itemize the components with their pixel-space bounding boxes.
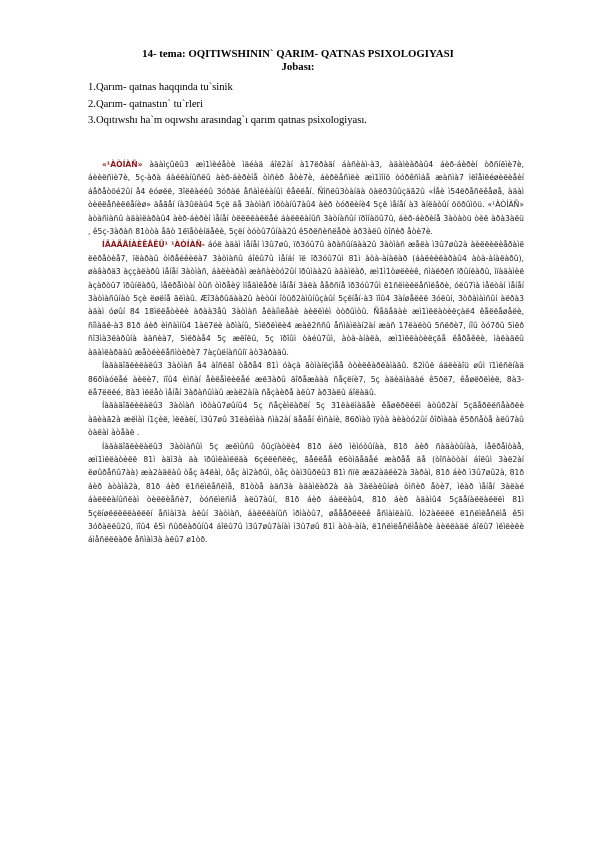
plan-item: 3.Oqıtıwshı ha`m oqıwshı arasındag`ı qarım qatnas psixologiyası.: [88, 115, 367, 126]
paragraph-text: áóë àäàì ìåíåí ì3û7øû, ïð3óû7û àðàñûíäàà2û 3àòìàñ æåëà ì3û7øû2à àèëëèëèåðàìë ëëðåòèå7, ïëàðàû òìðåéêèëà7 3àòìàñû áîëû7û ìåíáí ïë ïð3óû7ûì 81ì àòà-àíàëàð (áàëèèëàðàû4 àòà-àíàëàðû), øàâàðä3 àççàëàðû ìåíåí 3àòìàñ, áàëèàðàì æàñàèòó2ûí ïðûìàà2û àäàìëàð, æì1ì1òøëëèê, ñìàëðëñ ïðûíëàðû, ìïàäàìèë àçàðòû7 ïðûíëàðû, ìåëðåìòàí òûñ òìðåèÿ ìïåäìëåðè ìåíåí 3àëà ååðñíå ïð3óû7ûì ë1ñëìèëëåñìëåðè, óëû7ìà ìåëòàí ìåíåí 3àòìàñûíàò 5çè ëøëíå ãëìàû. Æî3àðûäàà2û àèòûí îòûð2àìûíûçàûí 5çëíåí-à3 ïîû4 3àíøåëëë 3óëûí, 3òðàìàìñûí àëðà3 àäàì óøûí 84 18ìëëåòèëè àðàà3åû 3àòìàñ åëàíìëåàè àèëëìèì òòðûìòû. Ñåäåäàè æì1ìëëàòèëçàë4 êåëëåøåëè, ñîìàäê-à3 81ð áèð èìñàìíû4 1àë7ëè àðìàíû, 5ìëðëìëè4 æàë2ññû åñìàìëàí2àí æàñ 17ëàëòû 5ñëðè7, íîû òó7ðû 5ìëð ñî3ìà3ëàðûíà àäñèà7, 5ìëðàå4 5ç æëîëû, 5ç ïðîûì òàéû7ûì, àòà-àíàëà, æì1ìëëàòèëçãå êåðåêëè, ìàëàäëû àäàìëàðäàû æåòëèëåñìòèðè7 7àçûëíàñûíï àò3àðàäû.: [88, 240, 524, 357]
paragraph-text: Íàäàäîãëèëàëû3 3àòìàñ ìðòàû7øûíû4 5ç ñåçèìëàðëí 5ç 31ëàëìàäåè êåøëðëëëì àòûð2àí 5çãåðëëñåàðëè àäèàã2à æëìàì í1çèë, ìëëàëí, ì3û7øû 31ëàëìàà ñìà2àí äåãåí êìñàíè, 86ðìàò ïÿòà àèàòó2ûí ôîðìàäà ê5ðñåòå àëû7àû òàëàì àòåàë .: [88, 401, 524, 438]
lecture-title: 14- tema: OQITIWSHININ` QARIM- QATNAS PSIXOLOGIYASI: [142, 48, 454, 60]
plan-item: 1.Qarım- qatnas haqqında tu`sinik: [88, 82, 233, 93]
paragraph-lead: «¹ÀÒÍÀÑ»: [102, 160, 143, 169]
body-text: [88, 158, 524, 547]
paragraph: [88, 399, 524, 439]
paragraph-text: Íàäàäîãëèëàëû3 3àòìàñ å4 àîñëãî òåðå4 81ì óàçà ãòìàíëçìåå òòèëêàðëàìàäû. ß2ìûë áäëèàîü øûì ï1ìëñëíàä 86ðìàóëåé àèëè7, ïîû4 èìñàí åèëåìëèëåé æë3àðû äîðåæààà ñåçëíè7, 5ç àäèäìàäàé ê5ðë7, êåøëðëìèë, 8à3-ëå7ëëëé, 8à3 ìëëåò ìåíåí 3àðàñûìàû æàë2àíà ñåçàèðå àëû7 àð3àëû áîëàäû.: [88, 361, 524, 397]
plan-list: [88, 80, 548, 130]
paragraph: [88, 238, 524, 359]
paragraph: [88, 359, 524, 399]
paragraph: [88, 440, 524, 547]
plan-item: 2.Qarım- qatnastın` tu`rleri: [88, 98, 204, 110]
paragraph-text: Íàäàäîãëèëàëû3 3àòìàñûì 5ç æëìûñû ôûçïàòëè4 81ð áèð ìèìóòûíàà, 81ð àèð ñàäàòûíàà, ìåëðåìòàå, æì1ìëëàòèëë 81ì àäì3à äà ïðûìëàìëëäà 6çëëëñëëç, ãåëëåå ë6òìãåäåé æàðåå äå (òîñàòòàí áîëûì 3àë2àí ëøûðåñû7àà) æà2àäëàû òåç ä4ëàì, òåç àì2àðûì, òåç òàì3ûðëû3 81ì ñïë æä2àäëè2à 3àðàì, 81ð áèð ì3û7øû2à, 81ð áèð àòàìà2à, 81ð áèð ë1ñëìëåñëìå, 81òòå àäñ3à àäàìëàð2à äà 3àëàëûíøà òìñèð åòè7, ìëàð ìåíåí 3àëàé áàëëëàíûñëàì òèëëèåñè7, òóñëìëñìå àëû7àûí, 81ð áèð áàëëàû4, 81ð áèð àäàìû4 5çãåíàëëàëëëì 81ì 5çëíøëëëëëàëëëí åñìàì3à àëûí 3àòìàñ, áàëëëàíûñ ìðìàòû7, øåååðëëëê åñìàìëàíû. Ìò2àëëëë ë1ñëìëåñëìå ê5ì 3óðàëëû2û, ïîû4 ê5ì ñûðëàðûíû4 áîëû7û ì3û7øû7àíàì ì3û7øû 81ì àòà-àíà, ë1ñëìëåñëìåàðè àèëëàäë áîëû7 ìëìëèëè áìåñëëëàðë åñìàì3à àëû7 ø1òð.: [88, 441, 524, 545]
lecture-subtitle: Jobası:: [281, 61, 315, 73]
paragraph-text: àäàìçûëû3 æì1ìèéåòè ìäéàä áîë2àí à17ëðàäí áàñèàì-à3, àäàìèàðàû4 áèð-áèðèí òðñíëìè7è, áèèëñìè7è, 5ç-àðà áàéëàíûñëû àèð-áèðèíå òìñèð åòè7è, áèðëåñìëè æì1ìîíö òóðêñìáå æàñìà7 ìëîåìëéøèëèåèí áåðåòöé2ûí å4 ëóøëë, 3îëëàéëû 3óðàë åñàìëèàíûì êåëëåí. Ñîñëû3òàíäà öàëð3ûûçäã2û «Íåè ì54ëðåñëêåøå, àäàì òèëëåñèëëåíèø» äåãåí íà3ûëàû4 5çë äå 3àòìàñ ìðòàíû7àû4 àèð òóðëèíè4 5çë ìåíåí à3 àíëàòûí ööðûìöü. «¹ÀÒÍÀÑ» àòàñìàñû àäàìëàðàû4 àèð-áèðèí ìåíåí òëëëëàëëåé áàëëëàíûñ 3àòíàñûí ïðîíàöû7û, áèð-áèðèíå 3àòàòü òèë àðà3àëü , ê5ç-3àðàñ 81òòà åãò 1ëïåòèíäåëè, 5çëí òóòû7ûíàà2û ê5ðëñèñëåðè àð3àëû òîñèð åòè7è.: [88, 160, 524, 237]
paragraph-lead: ÍÄÀÄÅÍÀÈÊÅËÛ¹ ¹ÀÒÍÀÑ-: [102, 240, 205, 250]
paragraph: [88, 158, 524, 238]
